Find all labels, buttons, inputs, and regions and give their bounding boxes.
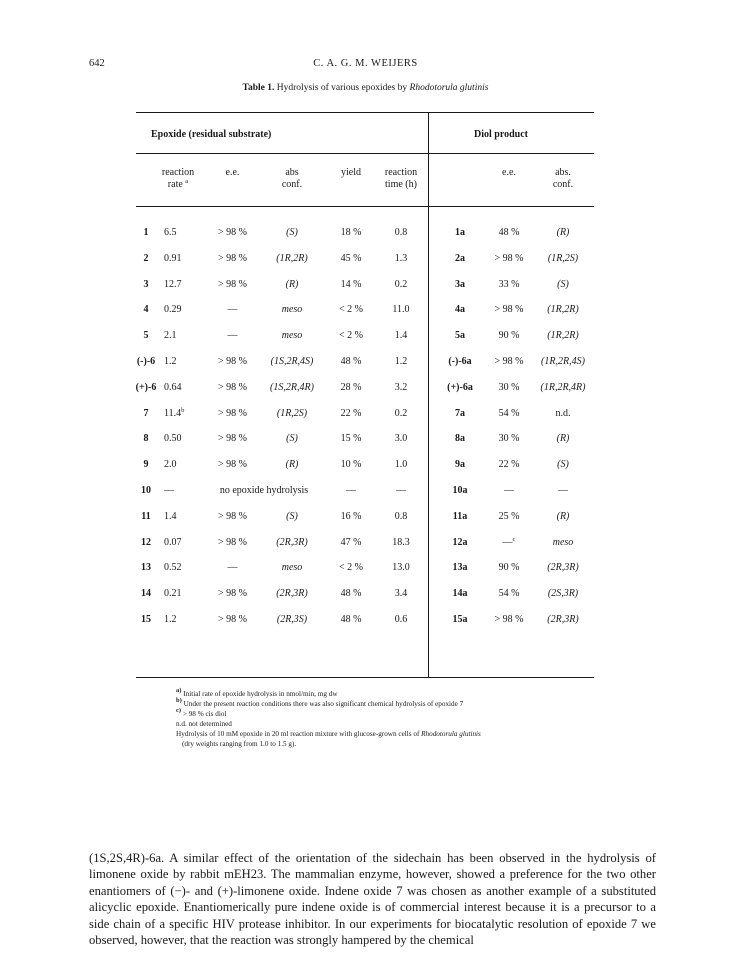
row-epoxide-id: 15 — [141, 614, 151, 625]
row-diol-abs-conf: (2S,3R) — [547, 588, 579, 599]
row-diol-ee: 22 % — [498, 459, 520, 470]
row-epoxide-id: (+)-6 — [135, 382, 157, 393]
row-yield: — — [346, 485, 356, 496]
row-reaction-rate: 0.64 — [164, 382, 182, 393]
row-diol-ee: > 98 % — [494, 356, 524, 367]
row-diol-id: 13a — [452, 562, 468, 573]
row-yield: < 2 % — [339, 330, 363, 341]
row-yield: 48 % — [340, 614, 362, 625]
row-ee: > 98 % — [218, 537, 247, 548]
row-diol-ee: > 98 % — [494, 304, 524, 315]
row-yield: < 2 % — [339, 562, 363, 573]
row-reaction-time: 3.0 — [394, 433, 408, 444]
row-epoxide-id: 7 — [143, 408, 149, 419]
row-diol-id: 2a — [455, 253, 465, 264]
row-abs-conf: (S) — [286, 511, 298, 522]
row-ee: > 98 % — [218, 253, 247, 264]
row-diol-ee: 33 % — [498, 279, 520, 290]
row-reaction-time: 1.2 — [394, 356, 408, 367]
group-header-epoxide: Epoxide (residual substrate) — [151, 129, 272, 140]
row-reaction-rate: 0.07 — [164, 537, 182, 548]
row-reaction-time: 1.3 — [394, 253, 408, 264]
row-reaction-time: 1.4 — [394, 330, 408, 341]
row-yield: 48 % — [340, 588, 362, 599]
row-reaction-rate: 2.1 — [164, 330, 177, 341]
subheader-diol-ee: e.e. — [502, 167, 516, 178]
row-epoxide-id: 4 — [143, 304, 149, 315]
row-ee: > 98 % — [218, 459, 247, 470]
row-yield: < 2 % — [339, 304, 363, 315]
row-ee: > 98 % — [218, 614, 247, 625]
row-diol-id: (+)-6a — [447, 382, 473, 393]
row-diol-ee: 54 % — [498, 588, 520, 599]
row-reaction-time: 13.0 — [392, 562, 410, 573]
row-diol-ee: — — [504, 485, 514, 496]
row-reaction-rate: — — [164, 485, 174, 496]
row-diol-ee: —$^c$ — [502, 536, 516, 548]
row-abs-conf: (R) — [285, 459, 299, 470]
row-epoxide-id: 11 — [141, 511, 151, 522]
table-caption-text: Hydrolysis of various epoxides by — [276, 83, 408, 93]
row-reaction-time: 0.8 — [394, 227, 408, 238]
row-epoxide-id: 2 — [143, 253, 149, 264]
subheader-reaction-rate: reaction rate $^a$ — [161, 167, 195, 190]
subheader-ee: e.e. — [225, 167, 240, 178]
row-diol-id: 12a — [452, 537, 468, 548]
row-yield: 47 % — [340, 537, 362, 548]
row-yield: 14 % — [340, 279, 362, 290]
row-abs-conf: (1S,2R,4S) — [270, 356, 314, 367]
row-diol-ee: 48 % — [498, 227, 520, 238]
row-reaction-time: 11.0 — [392, 304, 410, 315]
footnote-b: $^{b)}$ Under the present reaction conditions there was also significant chemical hydrolysis of epoxide 7 — [176, 697, 464, 708]
row-abs-conf: meso — [281, 562, 303, 573]
row-reaction-rate: 0.52 — [164, 562, 182, 573]
row-diol-ee: > 98 % — [494, 253, 524, 264]
row-reaction-time: — — [396, 485, 406, 496]
row-diol-abs-conf: (R) — [556, 511, 570, 522]
row-ee: > 98 % — [218, 588, 247, 599]
row-ee: > 98 % — [218, 279, 247, 290]
row-diol-id: 1a — [455, 227, 465, 238]
row-diol-abs-conf: (1R,2S) — [547, 253, 579, 264]
footnote-marker: b — [181, 407, 185, 414]
row-yield: 15 % — [340, 433, 362, 444]
row-ee: > 98 % — [218, 356, 247, 367]
row-diol-abs-conf: (1R,2R,4R) — [540, 382, 586, 393]
row-epoxide-id: 8 — [143, 433, 149, 444]
row-abs-conf: meso — [281, 330, 303, 341]
row-diol-abs-conf: (S) — [557, 279, 569, 290]
row-yield: 10 % — [340, 459, 362, 470]
footnote-a-marker: a — [185, 178, 189, 185]
row-reaction-time: 1.0 — [394, 459, 408, 470]
table-caption-label: Table 1. — [242, 83, 275, 93]
subheader-abs-conf: abs conf. — [281, 167, 303, 190]
row-reaction-time: 18.3 — [392, 537, 410, 548]
row-epoxide-id: 5 — [143, 330, 149, 341]
table-subheader-rule — [136, 206, 594, 207]
row-diol-abs-conf: (1R,2R) — [547, 330, 579, 341]
table-caption-organism: Rhodotorula glutinis — [409, 83, 489, 93]
row-reaction-rate: 1.2 — [164, 614, 177, 625]
row-diol-id: 7a — [455, 408, 465, 419]
row-abs-conf: meso — [281, 304, 303, 315]
group-header-diol: Diol product — [474, 129, 528, 140]
row-yield: 48 % — [340, 356, 362, 367]
body-paragraph: (1S,2S,4R)-6a. A similar effect of the orientation of the sidechain has been observed in the hydrolysis of limonene oxide by rabbit mEH23. The mammalian enzyme, however, showed a preference for the two other enantiomers of (−)- and (+)-limonene oxide. Indene oxide 7 was chosen as another example of a substituted alicyclic epoxide. Enantiomerically pure indene oxide is of commercial interest because it is a precursor to a side chain of a specific HIV protease inhibitor. In our experiments for biocatalytic resolution of epoxide 7 we observed, however, that the reaction was strongly hampered by the chemical — [89, 851, 656, 948]
row-reaction-rate: 0.50 — [164, 433, 182, 444]
row-diol-id: 5a — [455, 330, 465, 341]
row-diol-id: 14a — [452, 588, 468, 599]
table-header-rule — [136, 153, 594, 154]
row-diol-ee: > 98 % — [494, 614, 524, 625]
row-reaction-rate: 2.0 — [164, 459, 177, 470]
row-diol-ee: 25 % — [498, 511, 520, 522]
row-abs-conf: (R) — [285, 279, 299, 290]
row-diol-abs-conf: — — [558, 485, 568, 496]
row-abs-conf: (S) — [286, 227, 298, 238]
row-reaction-time: 0.2 — [394, 279, 408, 290]
row-reaction-rate: 6.5 — [164, 227, 177, 238]
row-reaction-time: 0.6 — [394, 614, 408, 625]
row-yield: 45 % — [340, 253, 362, 264]
running-title: C. A. G. M. WEIJERS — [313, 58, 418, 69]
footnote-c: $^{c)}$ > 98 % cis diol — [176, 707, 227, 718]
table-top-rule — [136, 112, 594, 113]
row-abs-conf: (2R,3S) — [276, 614, 308, 625]
row-diol-abs-conf: (1R,2R) — [547, 304, 579, 315]
subheader-diol-abs-conf: abs. conf. — [552, 167, 574, 190]
row-reaction-rate: 1.2 — [164, 356, 177, 367]
row-abs-conf: (S) — [286, 433, 298, 444]
row-ee: > 98 % — [218, 511, 247, 522]
row-ee: > 98 % — [218, 382, 247, 393]
row-diol-ee: 90 % — [498, 330, 520, 341]
row-reaction-rate: 12.7 — [164, 279, 182, 290]
row-ee: > 98 % — [218, 433, 247, 444]
row-abs-conf: (1R,2S) — [276, 408, 308, 419]
row-epoxide-id: (-)-6 — [136, 356, 156, 367]
row-diol-ee: 90 % — [498, 562, 520, 573]
subheader-yield: yield — [341, 167, 361, 178]
row-diol-id: 11a — [452, 511, 468, 522]
row-yield: 16 % — [340, 511, 362, 522]
row-abs-conf: (2R,3R) — [276, 537, 308, 548]
row-diol-id: (-)-6a — [448, 356, 472, 367]
row-diol-abs-conf: meso — [552, 537, 574, 548]
row-diol-abs-conf: (1R,2R,4S) — [541, 356, 585, 367]
page-number: 642 — [89, 58, 105, 69]
row-reaction-time: 3.2 — [394, 382, 408, 393]
footnote-marker: c — [512, 536, 516, 543]
row-no-hydrolysis-note: no epoxide hydrolysis — [219, 485, 309, 496]
row-ee: > 98 % — [218, 227, 247, 238]
table-caption — [0, 83, 731, 93]
row-diol-id: 3a — [455, 279, 465, 290]
row-epoxide-id: 12 — [141, 537, 151, 548]
row-diol-abs-conf: (R) — [556, 227, 570, 238]
row-reaction-time: 0.2 — [394, 408, 408, 419]
row-epoxide-id: 3 — [143, 279, 149, 290]
row-abs-conf: (2R,3R) — [276, 588, 308, 599]
row-reaction-rate: 0.29 — [164, 304, 182, 315]
row-diol-id: 15a — [452, 614, 468, 625]
footnote-method: Hydrolysis of 10 mM epoxide in 20 ml reaction mixture with glucose-grown cells of Rhodotorula glutinis — [176, 730, 481, 738]
row-yield: 22 % — [340, 408, 362, 419]
row-reaction-rate: 0.21 — [164, 588, 182, 599]
table-bottom-rule — [136, 677, 594, 678]
row-epoxide-id: 10 — [141, 485, 151, 496]
row-reaction-time: 0.8 — [394, 511, 408, 522]
row-ee: — — [227, 562, 238, 573]
row-reaction-rate: 0.91 — [164, 253, 182, 264]
row-ee: > 98 % — [218, 408, 247, 419]
row-reaction-rate: 1.4 — [164, 511, 177, 522]
row-yield: 18 % — [340, 227, 362, 238]
footnote-a: $^{a)}$ Initial rate of epoxide hydrolysis in nmol/min, mg dw — [176, 687, 338, 698]
footnote-nd: n.d. not determined — [176, 720, 232, 728]
footnote-method-weights: (dry weights ranging from 1.0 to 1.5 g). — [182, 740, 297, 748]
row-ee: — — [227, 330, 238, 341]
row-abs-conf: (1S,2R,4R) — [270, 382, 314, 393]
row-diol-abs-conf: (S) — [557, 459, 569, 470]
row-ee: — — [227, 304, 238, 315]
row-epoxide-id: 13 — [141, 562, 151, 573]
row-reaction-rate: 11.4$^b$ — [164, 407, 185, 419]
row-diol-abs-conf: (R) — [556, 433, 570, 444]
row-epoxide-id: 14 — [141, 588, 151, 599]
subheader-reaction-time: reaction time (h) — [384, 167, 418, 190]
row-yield: 28 % — [340, 382, 362, 393]
row-diol-id: 4a — [455, 304, 465, 315]
row-reaction-time: 3.4 — [394, 588, 408, 599]
row-diol-abs-conf: n.d. — [555, 408, 571, 419]
row-diol-ee: 30 % — [498, 433, 520, 444]
row-diol-id: 10a — [452, 485, 468, 496]
row-epoxide-id: 9 — [143, 459, 149, 470]
table-column-divider — [428, 112, 429, 677]
row-diol-ee: 54 % — [498, 408, 520, 419]
row-diol-abs-conf: (2R,3R) — [547, 614, 579, 625]
row-abs-conf: (1R,2R) — [276, 253, 308, 264]
row-diol-id: 9a — [455, 459, 465, 470]
row-diol-id: 8a — [455, 433, 465, 444]
row-diol-abs-conf: (2R,3R) — [547, 562, 579, 573]
row-diol-ee: 30 % — [498, 382, 520, 393]
row-epoxide-id: 1 — [143, 227, 149, 238]
